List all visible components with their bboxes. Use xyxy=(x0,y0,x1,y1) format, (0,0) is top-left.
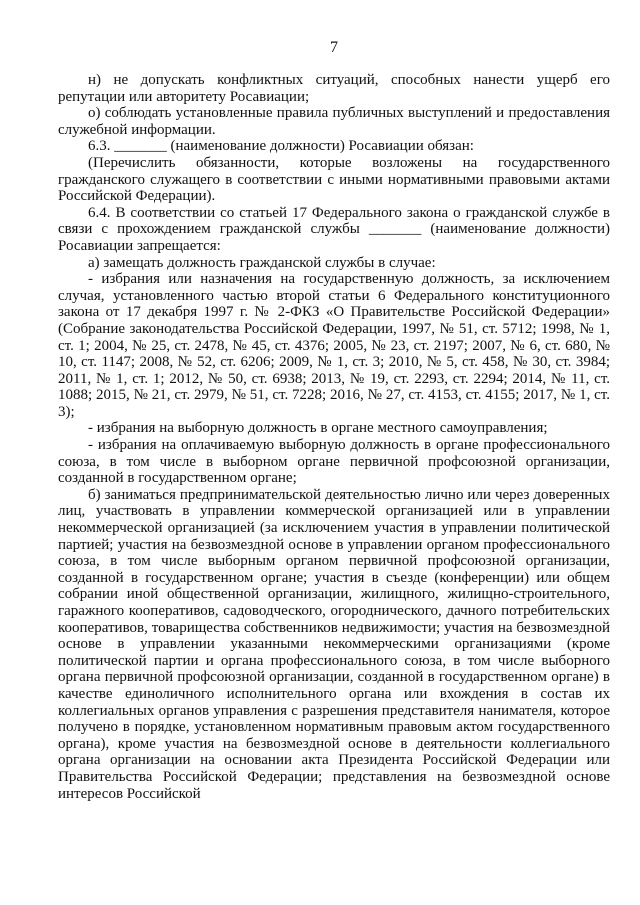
paragraph-6-3: 6.3. _______ (наименование должности) Росавиации обязан: xyxy=(88,138,474,155)
paragraph-a-item-1: - избрания или назначения на государственную должность, за исключением случая, установленного частью второй статьи 6 Федерального конституционного закона от 17 декабря 1997 г. № 2-ФКЗ «О Правительстве Российской Федерации» (Собрание законодательства Российской Федерации, 1997, № 51, ст. 5712; 1998, № 1, ст. 1; 2004, № 25, ст. 2478, № 45, ст. 4376; 2005, № 23, ст. 2197; 2007, № 6, ст. 680, № 10, ст. 1147; 2008, № 52, ст. 6206; 2009, № 1, ст. 3; 2010, № 5, ст. 458, № 30, ст. 3984; 2011, № 1, ст. 1; 2012, № 50, ст. 6938; 2013, № 19, ст. 2293, ст. 2294; 2014, № 11, ст. 1088; 2015, № 21, ст. 2979, № 51, ст. 7228; 2016, № 27, ст. 4153, ст. 4155; 2017, № 1, ст. 3); xyxy=(58,271,610,420)
paragraph-o: о) соблюдать установленные правила публичных выступлений и предоставления служебной информации. xyxy=(58,105,610,138)
document-body xyxy=(58,72,610,802)
paragraph-a: а) замещать должность гражданской службы в случае: xyxy=(88,254,436,271)
paragraph-6-4: 6.4. В соответствии со статьей 17 Федерального закона о гражданской службе в связи с прохождением гражданской службы _______ (наименование должности) Росавиации запрещается: xyxy=(58,204,610,254)
paragraph-6-3-note: (Перечислить обязанности, которые возложены на государственного гражданского служащего в соответствии с иными нормативными правовыми актами Российской Федерации). xyxy=(58,154,610,205)
paragraph-a-item-2: - избрания на выборную должность в органе местного самоуправления; xyxy=(88,420,548,437)
paragraph-a-item-3: - избрания на оплачиваемую выборную должность в органе профессионального союза, в том числе в выборном органе первичной профсоюзной организации, созданной в государственном органе; xyxy=(58,437,610,487)
paragraph-n: н) не допускать конфликтных ситуаций, способных нанести ущерб его репутации или авторитету Росавиации; xyxy=(58,72,610,105)
page-number: 7 xyxy=(330,39,338,56)
paragraph-b: б) заниматься предпринимательской деятельностью лично или через доверенных лиц, участвовать в управлении коммерческой организацией или в управлении некоммерческой организацией (за исключением участия в управлении политической партией; участия на безвозмездной основе в управлении органом профессионального союза, в том числе выборным органом первичной профсоюзной организации, созданной в государственном органе; участия в съезде (конференции) или общем собрании иной общественной организации, жилищного, жилищно-строительного, гаражного кооперативов, садоводческого, огороднического, дачного потребительских кооперативов, товарищества собственников недвижимости; участия на безвозмездной основе в управлении указанными некоммерческими организациями (кроме политической партии и органа профессионального союза, в том числе выборного органа первичной профсоюзной организации, созданной в государственном органе) в качестве единоличного исполнительного органа или вхождения в состав их коллегиальных органов управления с разрешения представителя нанимателя, которое получено в порядке, установленном нормативным правовым актом государственного органа), кроме участия на безвозмездной основе в деятельности коллегиального органа организации на основании акта Президента Российской Федерации или Правительства Российской Федерации; представления на безвозмездной основе интересов Российской xyxy=(58,486,610,802)
